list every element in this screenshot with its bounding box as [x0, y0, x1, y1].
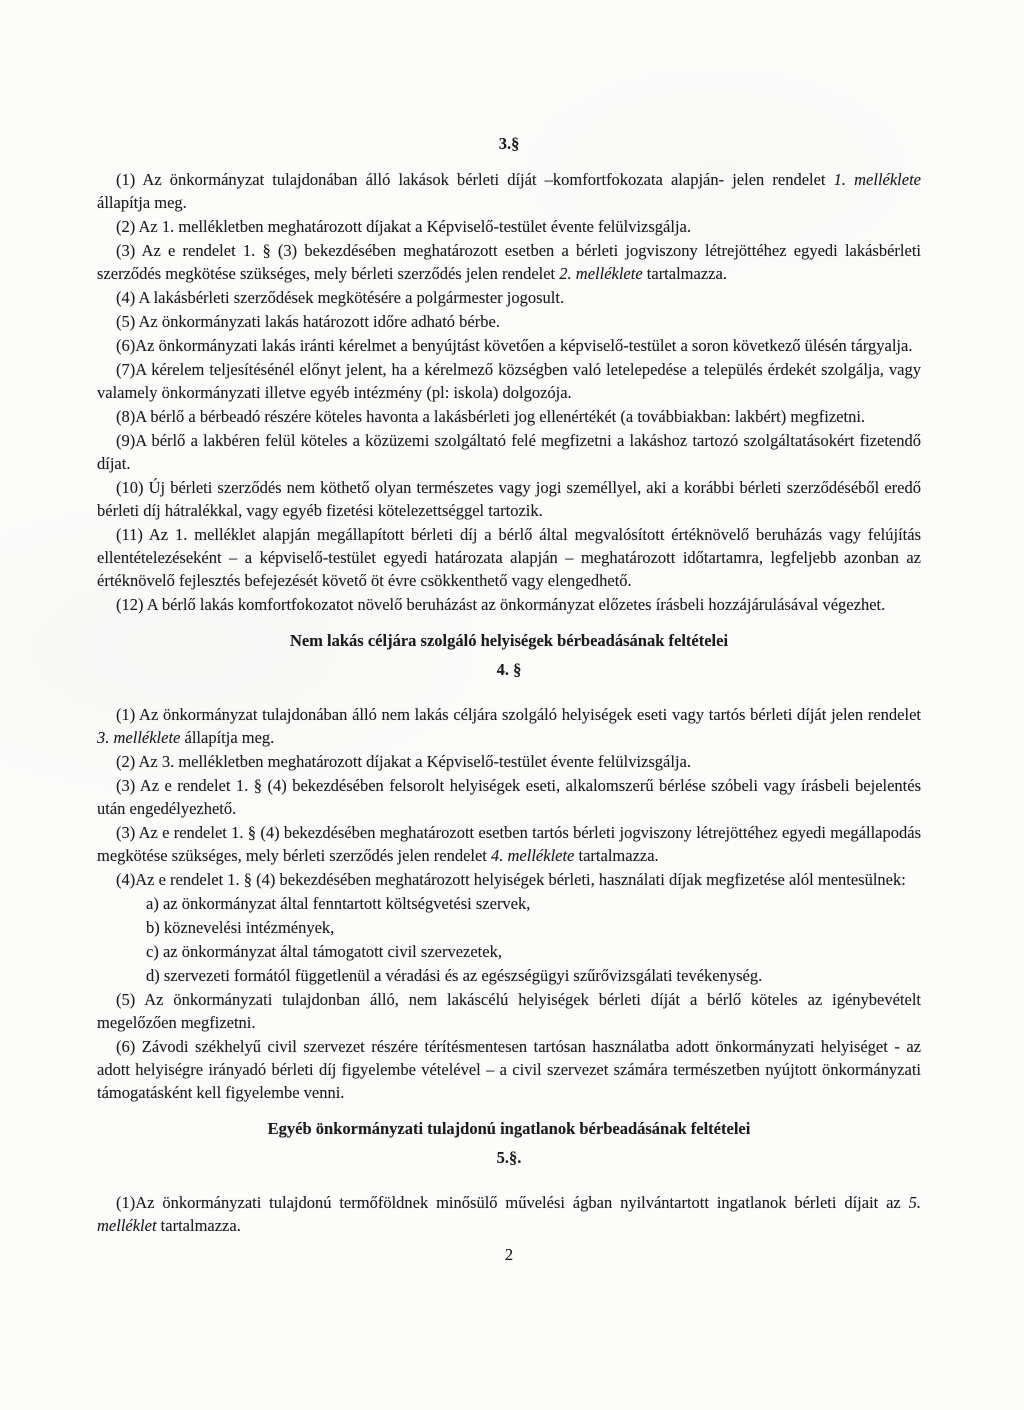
paragraph [97, 405, 921, 428]
text-run: 3.§ [498, 134, 520, 153]
list-item [146, 964, 921, 987]
text-run: (1) Az önkormányzat tulajdonában álló lakások bérleti díját –komfortfokozata alapján- jelen rendelet [116, 170, 834, 189]
paragraph [97, 988, 921, 1034]
text-run: (12) A bérlő lakás komfortfokozatot növelő beruházást az önkormányzat előzetes írásbeli hozzájárulásával végezhet. [116, 595, 886, 614]
text-run: állapítja meg. [180, 728, 275, 747]
italic-text-run: 2. melléklete [559, 264, 643, 283]
section-number-heading [97, 658, 921, 681]
paragraph [97, 774, 921, 820]
text-run: (3) Az e rendelet 1. § (3) bekezdésében meghatározott esetben a bérleti jogviszony létrejöttéhez egyedi lakásbérleti szerződés megkötése szükséges, mely bérleti szerződés jelen rendelet [97, 241, 921, 283]
text-run: tartalmazza. [574, 846, 659, 865]
text-run: c) az önkormányzat által támogatott civil szervezetek, [146, 942, 502, 961]
text-run: 5.§. [496, 1148, 522, 1167]
paragraph [97, 476, 921, 522]
list-item [146, 916, 921, 939]
text-run: (4) A lakásbérleti szerződések megkötésére a polgármester jogosult. [116, 288, 565, 307]
paragraph [97, 1191, 921, 1237]
text-run: (1)Az önkormányzati tulajdonú termőföldnek minősülő művelési ágban nyilvántartott ingatlanok bérleti díjait az [116, 1193, 909, 1212]
italic-text-run: 4. melléklete [491, 846, 575, 865]
paragraph [97, 429, 921, 475]
text-run: (3) Az e rendelet 1. § (4) bekezdésében meghatározott esetben tartós bérleti jogviszony létrejöttéhez egyedi megállapodás megkötése szükséges, mely bérleti szerződés jelen rendelet [97, 823, 921, 865]
paragraph [97, 750, 921, 773]
paragraph [97, 168, 921, 214]
section-number-heading [97, 1146, 921, 1169]
section-title-heading [97, 629, 921, 652]
section-title-heading [97, 1117, 921, 1140]
paragraph [97, 286, 921, 309]
text-run: (10) Új bérleti szerződés nem köthető olyan természetes vagy jogi személlyel, aki a korábbi bérleti szerződéséből eredő bérleti díj hátralékkal, vagy egyéb fizetési kötelezettséggel tartozik. [97, 478, 921, 520]
text-run: (5) Az önkormányzati tulajdonban álló, nem lakáscélú helyiségek bérleti díját a bérlő köteles az igénybevételt megelőzően megfizetni. [97, 990, 921, 1032]
paragraph [97, 1035, 921, 1104]
text-run: 4. § [496, 660, 522, 679]
paragraph [97, 215, 921, 238]
paragraph [97, 703, 921, 749]
text-run: (5) Az önkormányzati lakás határozott időre adható bérbe. [116, 312, 500, 331]
text-run: (1) Az önkormányzat tulajdonában álló nem lakás céljára szolgáló helyiségek eseti vagy tartós bérleti díját jelen rendelet [116, 705, 921, 724]
text-run: (4)Az e rendelet 1. § (4) bekezdésében meghatározott helyiségek bérleti, használati díjak megfizetése alól mentesülnek: [116, 870, 906, 889]
text-run: tartalmazza. [642, 264, 727, 283]
list-item [146, 892, 921, 915]
paragraph [97, 868, 921, 891]
text-run: (8)A bérlő a bérbeadó részére köteles havonta a lakásbérleti jog ellenértékét (a továbbiakban: lakbért) megfizetni. [116, 407, 866, 426]
text-run: (2) Az 1. mellékletben meghatározott díjakat a Képviselő-testület évente felülvizsgálja. [116, 217, 691, 236]
text-run: (7)A kérelem teljesítésénél előnyt jelent, ha a kérelmező községben való letelepedése a település érdekét szolgálja, vagy valamely önkormányzati illetve egyéb intézmény (pl: iskola) dolgozója. [97, 360, 921, 402]
paragraph [97, 523, 921, 592]
text-run: b) köznevelési intézmények, [146, 918, 335, 937]
paragraph [97, 821, 921, 867]
paragraph [97, 334, 921, 357]
text-run: (3) Az e rendelet 1. § (4) bekezdésében felsorolt helyiségek eseti, alkalomszerű bérlése szóbeli vagy írásbeli bejelentés után engedélyezhető. [97, 776, 921, 818]
paragraph [97, 310, 921, 333]
italic-text-run: 5. melléklet [97, 1193, 921, 1235]
text-run: Nem lakás céljára szolgáló helyiségek bérbeadásának feltételei [289, 631, 729, 650]
text-run: állapítja meg. [97, 193, 187, 212]
list-item [146, 940, 921, 963]
text-run: (2) Az 3. mellékletben meghatározott díjakat a Képviselő-testület évente felülvizsgálja. [116, 752, 691, 771]
paragraph [97, 239, 921, 285]
text-run: (11) Az 1. melléklet alapján megállapított bérleti díj a bérlő által megvalósított értéknövelő beruházás vagy felújítás ellentételezéseként – a képviselő-testület egyedi határozata alapján – meghatározott időtartamra, legfeljebb azonban az értéknövelő fejlesztés befejezését követő öt évre csökkenthető vagy elengedhető. [97, 525, 921, 590]
paragraph [97, 593, 921, 616]
text-run: d) szervezeti formától függetlenül a véradási és az egészségügyi szűrővizsgálati tevékenység. [146, 966, 763, 985]
text-run: a) az önkormányzat által fenntartott költségvetési szervek, [146, 894, 531, 913]
page-number: 2 [504, 1245, 514, 1264]
section-number-heading [97, 132, 921, 155]
text-run: (6) Závodi székhelyű civil szervezet részére térítésmentesen tartósan használatba adott önkormányzati helyiséget - az adott helyiségre irányadó bérleti díj figyelembe vételével – a civil szervezet számára természetben nyújtott önkormányzati támogatásként kell figyelembe venni. [97, 1037, 921, 1102]
italic-text-run: 1. melléklete [833, 170, 921, 189]
text-run: tartalmazza. [156, 1216, 241, 1235]
text-run: Egyéb önkormányzati tulajdonú ingatlanok bérbeadásának feltételei [267, 1119, 751, 1138]
text-run: (6)Az önkormányzati lakás iránti kérelmet a benyújtást követően a képviselő-testület a soron következő ülésén tárgyalja. [116, 336, 913, 355]
italic-text-run: 3. melléklete [97, 728, 181, 747]
document-body [97, 132, 921, 1266]
text-run: (9)A bérlő a lakbéren felül köteles a közüzemi szolgáltató felé megfizetni a lakáshoz tartozó szolgáltatásokért fizetendő díjat. [97, 431, 921, 473]
paragraph [97, 358, 921, 404]
